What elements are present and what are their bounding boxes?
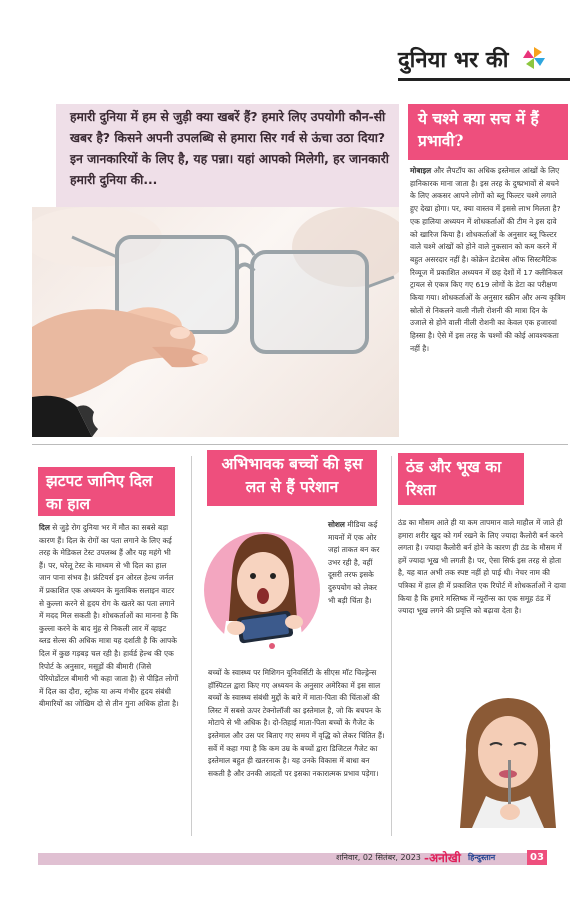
section-divider xyxy=(32,444,568,445)
section-header xyxy=(398,44,568,78)
footer-paper-name: हिन्दुस्तान xyxy=(468,853,496,862)
heart-body: से जुड़े रोग दुनिया भर में मौत का सबसे बड़ा कारण हैं। दिल के रोगों का पता लगाने के लिए कई तरह के मेडिकल टेस्ट उपलब्ध हैं और यह महंगे भी हैं। पर, घरेलू टेस्ट के माध्यम से भी दिल का हाल जान पाना संभव है। फ्रंटियर्स इन ओरल हेल्थ जर्नल में प्रकाशित एक अध्ययन के मुताबिक सलाइन वाटर से कुल्ला करने से हृदय रोग के खतरे का पता लगाने में मदद मिल सकती है। शोधकर्ताओं का मानना है कि कुल्ला करने के बाद मुंह से निकली लार में व्हाइट ब्लड सेल्स की अधिक मात्रा यह दर्शाती है कि आपके दिल में कुछ गड़बड़ चल रही है। हार्वर्ड हेल्थ की एक रिपोर्ट के अनुसार, मसूड़ों की बीमारी (जिसे पेरियोडोंटल बीमारी भी कहा जाता है) से पीड़ित लोगों में दिल का दौरा, स्ट्रोक या अन्य गंभीर हृदय संबंधी बीमारियों का जोखिम दो से तीन गुना अधिक होता है। xyxy=(39,523,179,709)
heart-lead-word: दिल xyxy=(39,523,50,532)
glasses-photo xyxy=(32,207,399,437)
cold-hunger-heading-box xyxy=(398,453,524,505)
column-separator xyxy=(391,456,392,836)
woman-with-fork-photo xyxy=(448,690,566,828)
heart-heading-box xyxy=(38,467,175,516)
eyeglasses-heading: ये चश्मे क्या सच में हैं प्रभावी? xyxy=(418,109,539,150)
intro-box xyxy=(56,104,399,207)
kids-intro-body: मीडिया कई मायनों में एक ओर जहां ताकत बन कर उभर रही है, वहीं दूसरी तरफ इसके दुरुपयोग को लेकर भी बड़ी चिंता है। xyxy=(328,520,380,605)
eyeglasses-article-text xyxy=(410,165,566,356)
eyeglasses-illustration xyxy=(32,207,399,437)
eyeglasses-lead-word: मोबाइल xyxy=(410,166,432,175)
section-title: दुनिया भर की xyxy=(398,47,509,73)
column-separator xyxy=(191,456,192,836)
page-footer xyxy=(0,846,576,872)
header-rule xyxy=(398,78,570,81)
eyeglasses-heading-box xyxy=(408,104,568,160)
cold-hunger-heading: ठंड और भूख का रिश्ता xyxy=(406,457,502,499)
kids-intro-text xyxy=(328,519,382,607)
kids-heading-box xyxy=(207,450,377,506)
heart-heading: झटपट जानिए दिल का हाल xyxy=(46,471,153,513)
footer-date: शनिवार, 02 सितंबर, 2023 xyxy=(336,853,421,862)
pinwheel-logo-icon xyxy=(522,46,546,70)
girl-with-phone-photo xyxy=(202,516,320,662)
kids-article-text: बच्चों के स्वास्थ्य पर मिशिगन यूनिवर्सिटी के सीएस मॉट चिल्ड्रेन्स हॉस्पिटल द्वारा किए गए अध्ययन के अनुसार अमेरिका में इस साल बच्चों के स्वास्थ्य संबंधी मुद्दों के बारे में माता-पिता की चिंताओं की लिस्ट में सबसे ऊपर टेक्नोलॉजी का इस्तेमाल है, जो कि बचपन के मोटापे से भी अधिक है। दो-तिहाई माता-पिता बच्चों के गैजेट के इस्तेमाल और उस पर बिताए गए समय में वृद्धि को लेकर चिंतित हैं। सर्वे में कहा गया है कि कम उम्र के बच्चों द्वारा डिजिटल गैजेट का इस्तेमाल बहुत ही खतरनाक है। यह उनके विकास में बाधा बन सकती है और उनकी आदतों पर इसका नकारात्मक प्रभाव पड़ेगा। xyxy=(208,668,385,778)
intro-text: हमारी दुनिया में हम से जुड़ी क्या खबरें हैं? हमारे लिए उपयोगी कौन-सी खबर है? किसने अपनी उपलब्धि से हमारा सिर गर्व से ऊंचा उठा दिया? इन जानकारियों के लिए है, यह पन्ना। यहां आपको मिलेगी, हर जानकारी हमारी दुनिया की... xyxy=(70,110,389,187)
eyeglasses-body: और लैपटॉप का अधिक इस्तेमाल आंखों के लिए हानिकारक माना जाता है। इस तरह के दुष्प्रभावों से बचने के लिए अकसर आपने लोगों को ब्लू फिल्टर चश्मे लगाते हुए देखा होगा। पर, क्या वास्तव में इससे लाभ मिलता है? एक हालिया अध्ययन में शोधकर्ताओं की टीम ने इस दावे को खारिज किया है। शोधकर्ताओं के अनुसार ब्लू फिल्टर वाले चश्मे आंखों को होने वाले नुकसान को कम करने में बहुत असरदार नहीं है। कोक्रेन डेटाबेस ऑफ सिस्टमैटिक रिव्यूज में प्रकाशित अध्ययन में छह देशों में 17 क्लीनिकल ट्रायल से एकत्र किए गए 619 लोगों के डेटा का परीक्षण किया गया। शोधकर्ताओं के अनुसार स्क्रीन और अन्य कृत्रिम स्रोतों से निकलने वाली नीली रोशनी की मात्रा दिन के उजाले से होने वाली नीली रोशनी का केवल एक हजारवां हिस्सा है। ऐसे में इस तरह के चश्मों की कोई आवश्यकता नहीं है। xyxy=(410,166,566,353)
footer-brand: -अनोखी xyxy=(424,851,461,865)
cold-hunger-article-text: ठंड का मौसम आते ही या कम तापमान वाले माहौल में जाते ही हमारा शरीर खुद को गर्म रखने के लिए ज्यादा कैलोरी बर्न करने लगता है। ज्यादा कैलोरी बर्न होने के कारण ही ठंड के मौसम में हमें ज्यादा भूख भी लगती है। पर, ऐसा सिर्फ इस तरह से होता है, यह बात अभी तक स्पष्ट नहीं हो पाई थी। नेचर नाम की पत्रिका में हाल ही में प्रकाशित एक रिपोर्ट में शोधकर्ताओं ने दावा किया है कि हमारे मस्तिष्क में न्यूरॉन्स का एक समूह ठंड में ज्यादा भूख लगने की प्रवृत्ति को बढ़ावा देता है। xyxy=(398,518,566,616)
heart-article-text xyxy=(39,522,179,711)
kids-lead-word: सोशल xyxy=(328,520,345,529)
page-number: 03 xyxy=(527,850,547,865)
kids-heading: अभिभावक बच्चों की इस लत से हैं परेशान xyxy=(221,454,363,496)
